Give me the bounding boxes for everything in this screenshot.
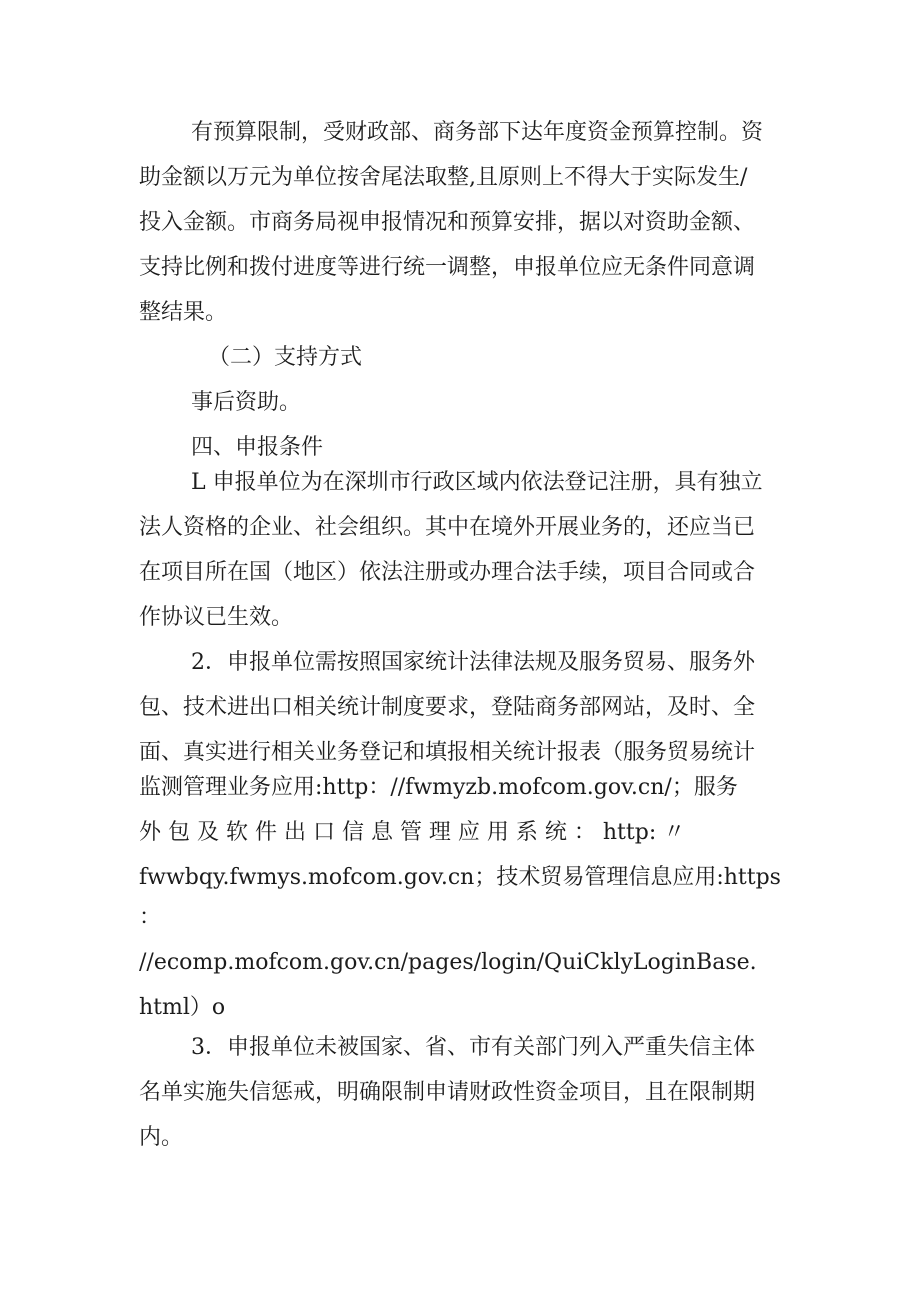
paragraph-line: ： [139,905,162,930]
paragraph-line: 3．申报单位未被国家、省、市有关部门列入严重失信主体 [191,1035,755,1060]
section-heading: 四、申报条件 [191,435,324,460]
paragraph-line: 投入金额。市商务局视申报情况和预算安排，据以对资助金额、 [139,210,756,235]
section-heading: （二）支持方式 [208,345,363,370]
paragraph-line: 支持比例和拨付进度等进行统一调整，申报单位应无条件同意调 [139,255,756,280]
paragraph-line: 外 包 及 软 件 出 口 信 息 管 理 应 用 系 统 ： http: 〃 [139,820,686,845]
paragraph-line: 助金额以万元为单位按舍尾法取整,且原则上不得大于实际发生/ [139,165,748,190]
paragraph-line: 在项目所在国（地区）依法注册或办理合法手续，项目合同或合 [139,560,756,585]
paragraph-line: 面、真实进行相关业务登记和填报相关统计报表（服务贸易统计 [139,740,756,765]
paragraph-line: 内。 [139,1125,184,1150]
paragraph-line: 2．申报单位需按照国家统计法律法规及服务贸易、服务外 [191,650,755,675]
paragraph-line: 法人资格的企业、社会组织。其中在境外开展业务的，还应当已 [139,515,756,540]
paragraph-line: 名单实施失信惩戒，明确限制申请财政性资金项目，且在限制期 [139,1080,756,1105]
paragraph-line: //ecomp.mofcom.gov.cn/pages/login/QuiCklyLoginBase. [139,950,757,975]
paragraph-line: 包、技术进出口相关统计制度要求，登陆商务部网站，及时、全 [139,695,756,720]
paragraph-line: L 申报单位为在深圳市行政区域内依法登记注册，具有独立 [191,470,763,495]
paragraph-line: 整结果。 [139,300,228,325]
paragraph-line: html）o [139,995,226,1020]
paragraph-line: 监测管理业务应用:http：//fwmyzb.mofcom.gov.cn/；服务 [139,775,738,800]
paragraph-line: 作协议已生效。 [139,605,294,630]
paragraph-line: 事后资助。 [191,390,302,415]
paragraph-line: fwwbqy.fwmys.mofcom.gov.cn；技术贸易管理信息应用:https [139,865,781,890]
paragraph-line: 有预算限制，受财政部、商务部下达年度资金预算控制。资 [191,120,764,145]
